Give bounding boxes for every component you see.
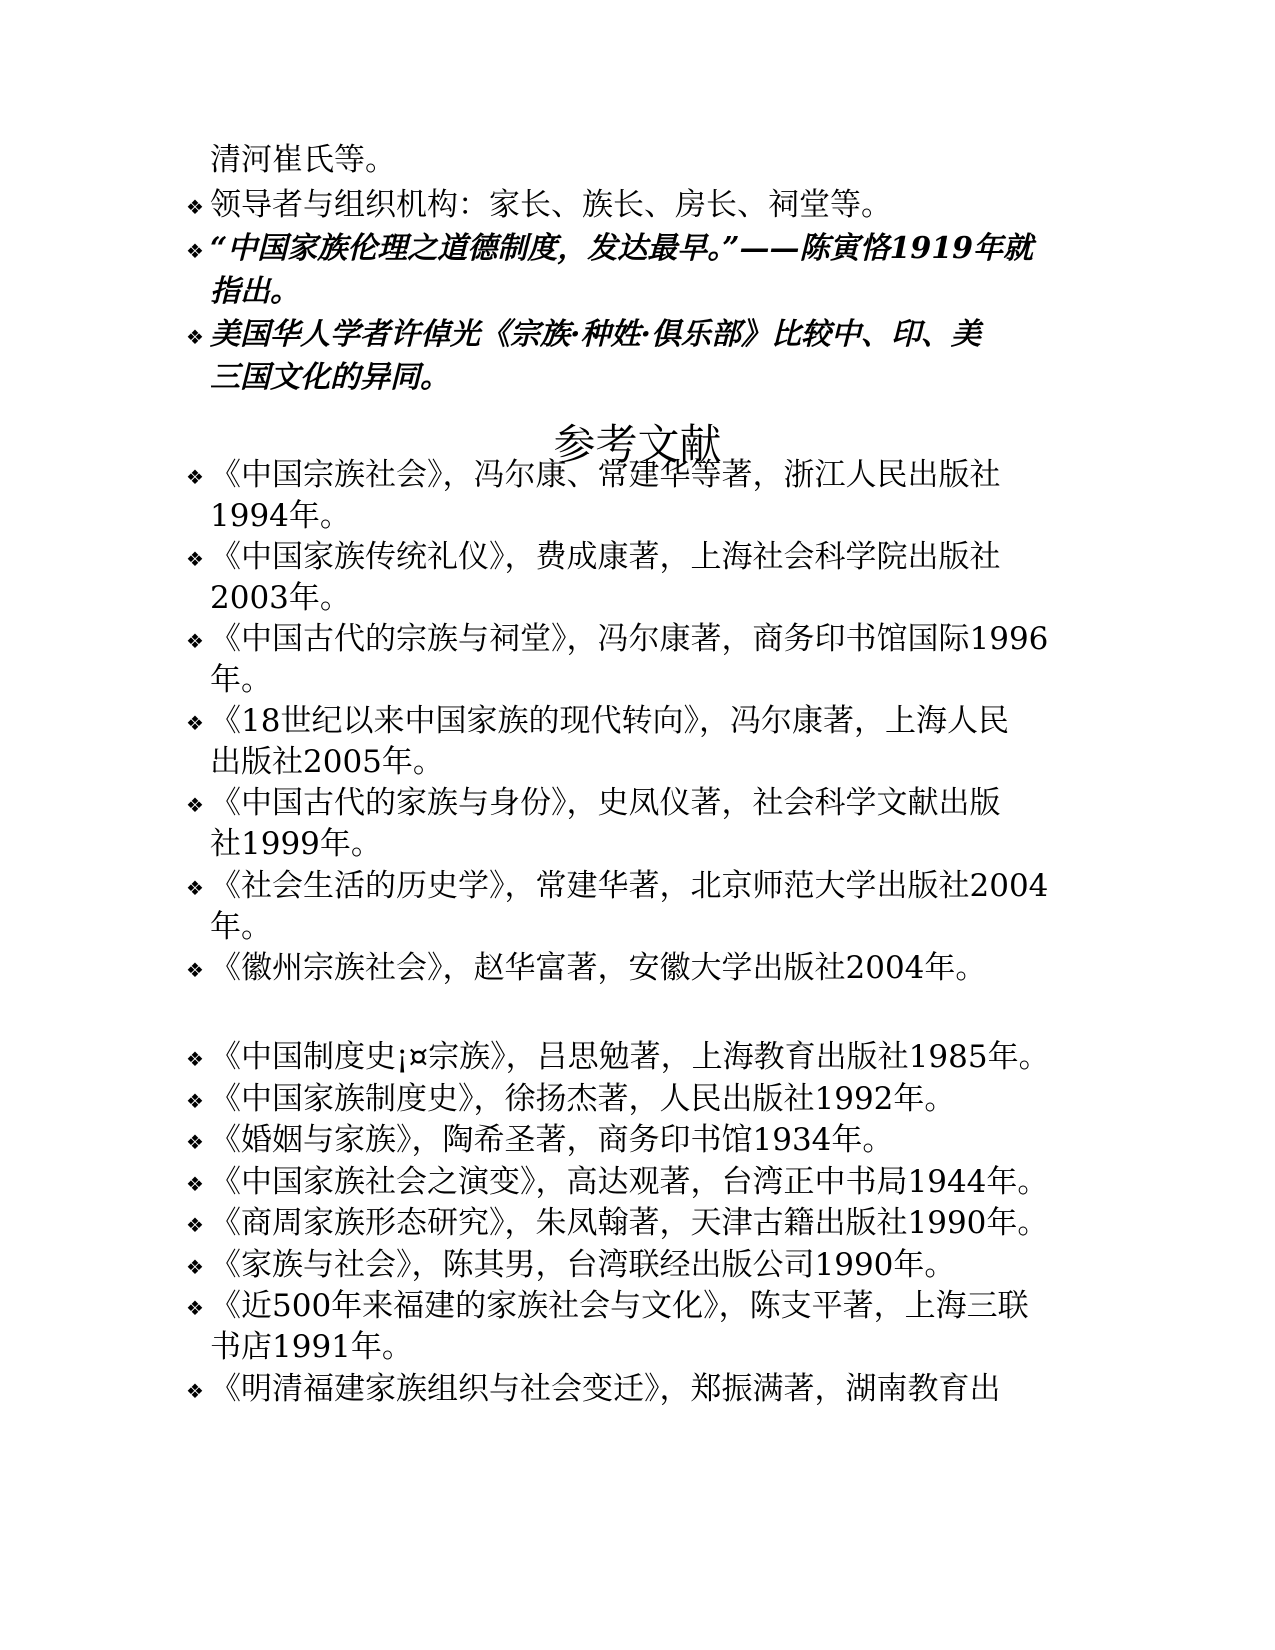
reference-item-cont: 1994年。 [210,498,351,534]
bullet-icon: ❖ [186,547,204,571]
reference-item: 《徽州宗族社会》，赵华富著，安徽大学出版社2004年。 [210,950,987,986]
reference-item: 《婚姻与家族》，陶希圣著，商务印书馆1934年。 [210,1122,894,1158]
bullet-icon: ❖ [186,958,204,982]
bullet-icon: ❖ [186,876,204,900]
bullet-icon: ❖ [186,1255,204,1279]
bullet-icon: ❖ [186,711,204,735]
item-quote-line-1: “中国家族伦理之道德制度，发达最早。”——陈寅恪1919年就 [210,231,1034,266]
reference-item: 《中国古代的家族与身份》，史凤仪著，社会科学文献出版 [210,785,1001,821]
reference-item-cont: 社1999年。 [210,826,382,862]
item-scholar-line-2: 三国文化的异同。 [210,360,450,395]
references-heading: 参考文献 [553,420,722,469]
bullet-icon: ❖ [186,629,204,653]
reference-item-cont: 出版社2005年。 [210,744,444,780]
bullet-icon: ❖ [186,1296,204,1320]
bullet-icon: ❖ [186,195,204,219]
reference-item: 《中国家族制度史》，徐扬杰著，人民出版社1992年。 [210,1081,956,1117]
reference-item-cont: 2003年。 [210,580,351,616]
bullet-icon: ❖ [186,325,204,349]
reference-item: 《明清福建家族组织与社会变迁》，郑振满著，湖南教育出 [210,1371,1001,1407]
reference-item: 《中国家族社会之演变》，高达观著，台湾正中书局1944年。 [210,1164,1049,1200]
bullet-icon: ❖ [186,465,204,489]
reference-item: 《中国宗族社会》，冯尔康、常建华等著，浙江人民出版社 [210,457,1001,493]
item-leaders: 领导者与组织机构：家长、族长、房长、祠堂等。 [210,187,892,223]
reference-item-cont: 年。 [210,909,272,945]
reference-item: 《中国制度史¡¤宗族》，吕思勉著，上海教育出版社1985年。 [210,1039,1050,1075]
reference-item-cont: 书店1991年。 [210,1329,413,1365]
bullet-icon: ❖ [186,1130,204,1154]
item-scholar-line-1: 美国华人学者许倬光《宗族·种姓·俱乐部》比较中、印、美 [210,317,981,352]
bullet-icon: ❖ [186,1379,204,1403]
reference-item: 《中国家族传统礼仪》，费成康著，上海社会科学院出版社 [210,539,1001,575]
item-quote-line-2: 指出。 [210,274,300,309]
reference-item: 《18世纪以来中国家族的现代转向》，冯尔康著，上海人民 [210,703,1009,739]
reference-item: 《家族与社会》，陈其男，台湾联经出版公司1990年。 [210,1247,956,1283]
bullet-icon: ❖ [186,239,204,263]
reference-item: 《近500年来福建的家族社会与文化》，陈支平著，上海三联 [210,1288,1029,1324]
bullet-icon: ❖ [186,1047,204,1071]
reference-item: 《中国古代的宗族与祠堂》，冯尔康著，商务印书馆国际1996 [210,621,1049,657]
reference-item: 《商周家族形态研究》，朱凤翰著，天津古籍出版社1990年。 [210,1205,1049,1241]
bullet-icon: ❖ [186,1213,204,1237]
bullet-icon: ❖ [186,1089,204,1113]
bullet-icon: ❖ [186,1172,204,1196]
bullet-icon: ❖ [186,793,204,817]
reference-item: 《社会生活的历史学》，常建华著，北京师范大学出版社2004 [210,868,1049,904]
continuation-text: 清河崔氏等。 [210,142,396,178]
reference-item-cont: 年。 [210,662,272,698]
